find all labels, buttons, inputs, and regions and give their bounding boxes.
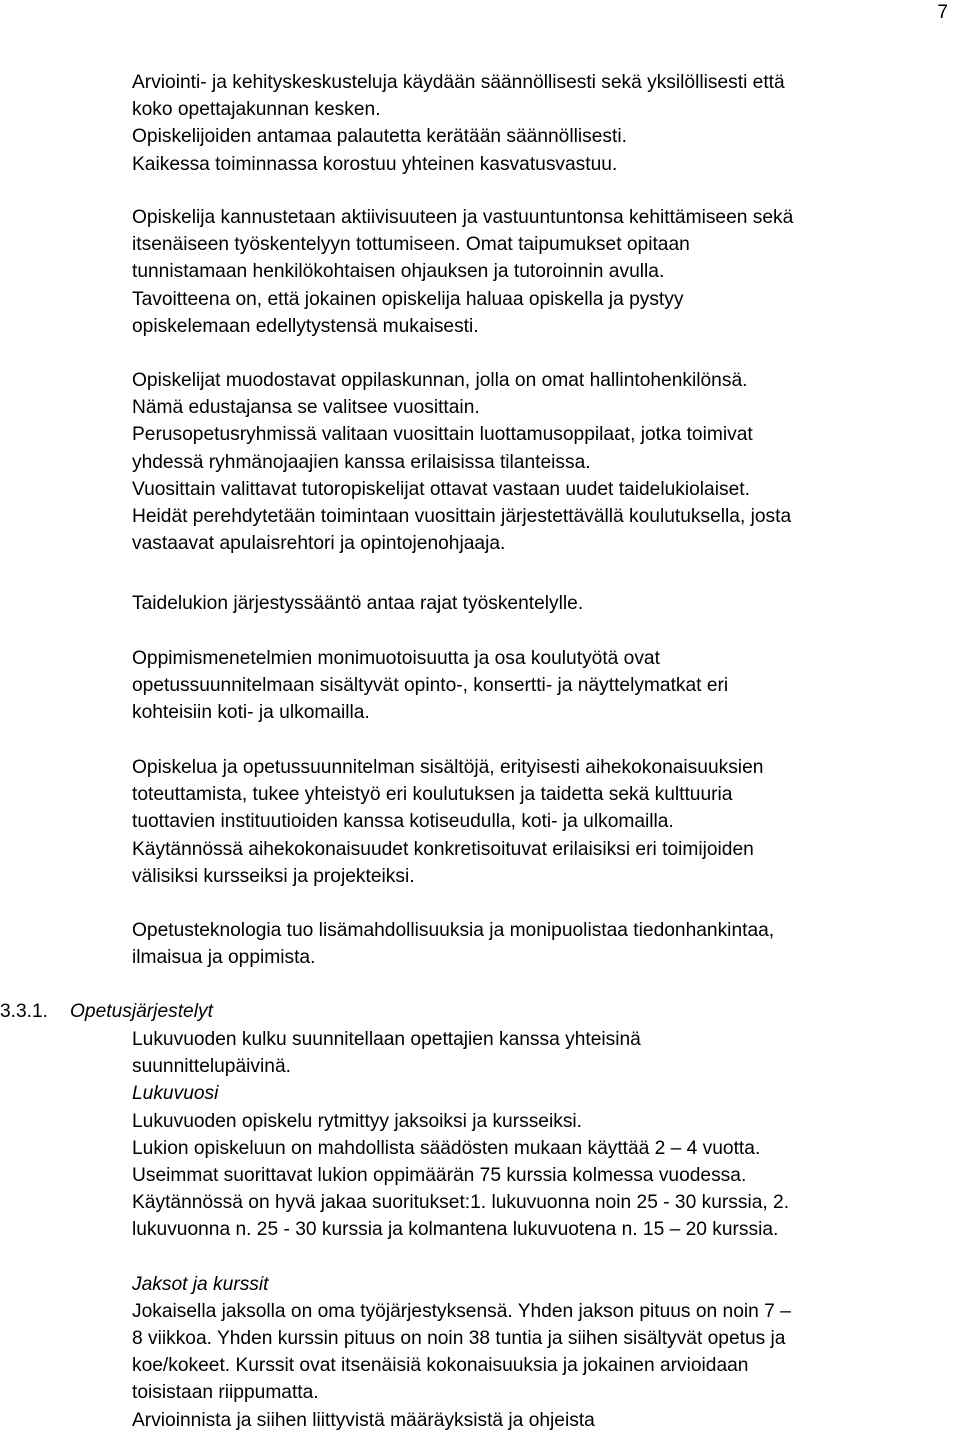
paragraph-3-line: Opiskelijat muodostavat oppilaskunnan, jolla on omat hallintohenkilönsä. (132, 370, 748, 391)
paragraph-2-line: Tavoitteena on, että jokainen opiskelija haluaa opiskella ja pystyy (132, 288, 684, 310)
paragraph-1-line: Arviointi- ja kehityskeskusteluja käydään säännöllisesti sekä yksilöllisesti että (132, 72, 785, 93)
section-heading (0, 998, 213, 1025)
paragraph-5-line: Oppimismenetelmien monimuotoisuutta ja osa koulutyötä ovat (132, 648, 660, 669)
paragraph-1-line: koko opettajakunnan kesken. (132, 99, 381, 121)
section-text-line: toisistaan riippumatta. (132, 1382, 319, 1404)
section-number: 3.3.1. (0, 1001, 49, 1022)
paragraph-5-line: opetussuunnitelmaan sisältyvät opinto-, konsertti- ja näyttelymatkat eri (132, 675, 729, 697)
section-text-line: Arvioinnista ja siihen liittyvistä määräyksistä ja ohjeista (132, 1409, 595, 1431)
paragraph-2-line: Opiskelija kannustetaan aktiivisuuteen ja vastuuntuntonsa kehittämiseen sekä (132, 207, 794, 228)
paragraph-7-line: Opetusteknologia tuo lisämahdollisuuksia ja monipuolistaa tiedonhankintaa, (132, 920, 775, 941)
paragraph-6-line: tuottavien instituutioiden kanssa kotiseudulla, koti- ja ulkomailla. (132, 811, 674, 833)
paragraph-2-line: itsenäiseen työskentelyyn tottumiseen. Omat taipumukset opitaan (132, 234, 690, 256)
section-text-line: 8 viikkoa. Yhden kurssin pituus on noin 38 tuntia ja siihen sisältyvät opetus ja (132, 1328, 786, 1349)
paragraph-5-line: kohteisiin koti- ja ulkomailla. (132, 702, 370, 724)
section-text-line: Lukuvuoden kulku suunnitellaan opettajien kanssa yhteisinä (132, 1029, 641, 1050)
page-number: 7 (937, 2, 948, 23)
subheading-lukuvuosi: Lukuvuosi (132, 1083, 219, 1105)
paragraph-3-line: vastaavat apulaisrehtori ja opintojenohjaaja. (132, 533, 506, 555)
section-text-line: Käytännössä on hyvä jakaa suoritukset:1. lukuvuonna noin 25 - 30 kurssia, 2. (132, 1192, 790, 1214)
paragraph-6-line: toteuttamista, tukee yhteistyö eri koulutuksen ja taidetta sekä kulttuuria (132, 784, 733, 806)
paragraph-3-line: Heidät perehdytetään toimintaan vuosittain järjestettävällä koulutuksella, josta (132, 506, 792, 527)
paragraph-4-line: Taidelukion järjestyssääntö antaa rajat työskentelylle. (132, 593, 584, 614)
paragraph-7-line: ilmaisua ja oppimista. (132, 947, 316, 969)
section-text-line: lukuvuonna n. 25 - 30 kurssia ja kolmantena lukuvuotena n. 15 – 20 kurssia. (132, 1219, 779, 1241)
paragraph-2-line: tunnistamaan henkilökohtaisen ohjauksen ja tutoroinnin avulla. (132, 261, 665, 283)
paragraph-3-line: Perusopetusryhmissä valitaan vuosittain luottamusoppilaat, jotka toimivat (132, 424, 753, 446)
section-text-line: Jokaisella jaksolla on oma työjärjestyksensä. Yhden jakson pituus on noin 7 – (132, 1300, 791, 1322)
paragraph-3-line: Nämä edustajansa se valitsee vuosittain. (132, 397, 480, 419)
paragraph-3-line: yhdessä ryhmänojaajien kanssa erilaisissa tilanteissa. (132, 451, 591, 473)
paragraph-2-line: opiskelemaan edellytystensä mukaisesti. (132, 315, 479, 337)
section-text-line: Lukion opiskeluun on mahdollista säädösten mukaan käyttää 2 – 4 vuotta. (132, 1137, 761, 1159)
section-text-line: suunnittelupäivinä. (132, 1056, 291, 1078)
paragraph-6-line: Opiskelua ja opetussuunnitelman sisältöjä, erityisesti aihekokonaisuuksien (132, 757, 764, 778)
paragraph-3-line: Vuosittain valittavat tutoropiskelijat ottavat vastaan uudet taidelukiolaiset. (132, 478, 750, 500)
section-text-line: Lukuvuoden opiskelu rytmittyy jaksoiksi ja kursseiksi. (132, 1110, 583, 1132)
section-text-line: Useimmat suorittavat lukion oppimäärän 75 kurssia kolmessa vuodessa. (132, 1165, 747, 1186)
section-title: Opetusjärjestelyt (70, 1001, 213, 1022)
paragraph-1-line: Opiskelijoiden antamaa palautetta kerätään säännöllisesti. (132, 126, 627, 148)
paragraph-6-line: Käytännössä aihekokonaisuudet konkretisoituvat erilaisiksi eri toimijoiden (132, 838, 754, 860)
paragraph-6-line: välisiksi kursseiksi ja projekteiksi. (132, 865, 415, 887)
subheading-jaksot-ja-kurssit: Jaksot ja kurssit (132, 1273, 269, 1295)
section-text-line: koe/kokeet. Kurssit ovat itsenäisiä kokonaisuuksia ja jokainen arvioidaan (132, 1355, 749, 1377)
paragraph-1-line: Kaikessa toiminnassa korostuu yhteinen kasvatusvastuu. (132, 153, 618, 175)
